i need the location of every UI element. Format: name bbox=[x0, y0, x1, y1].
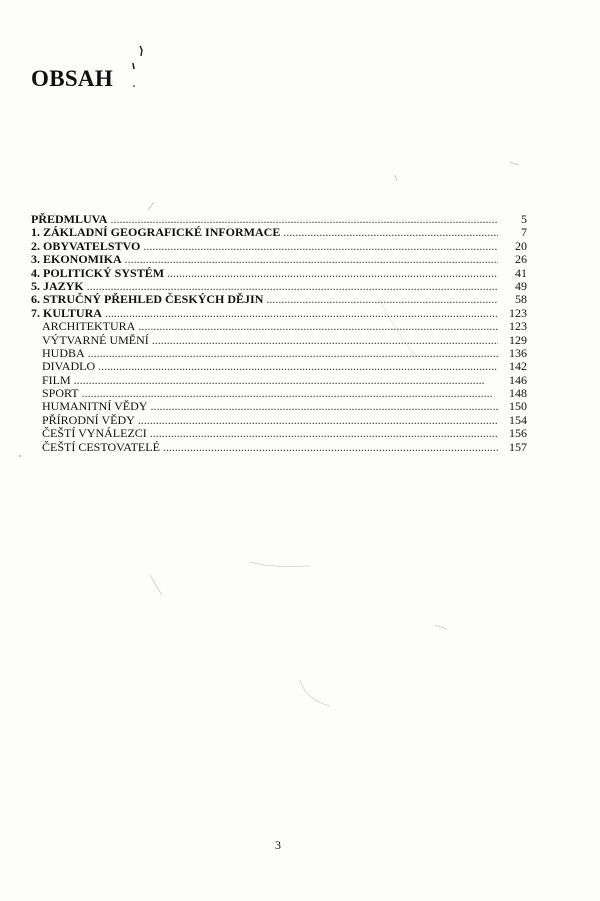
toc-subsection-row bbox=[31, 414, 527, 427]
toc-chapter-row bbox=[31, 253, 527, 266]
toc-subsection-row bbox=[31, 441, 527, 454]
toc-page-number: 58 bbox=[515, 292, 527, 307]
toc-entry-title: DIVADLO bbox=[42, 359, 96, 374]
toc-entry-title: HUMANITNÍ VĚDY bbox=[42, 399, 148, 414]
toc-chapter-row bbox=[31, 226, 527, 239]
toc-page-number: 26 bbox=[515, 252, 527, 267]
toc-page-number: 7 bbox=[521, 225, 527, 240]
toc-leader-dots bbox=[82, 387, 498, 400]
toc-subsection-row bbox=[31, 320, 527, 333]
toc-subsection-row bbox=[31, 400, 527, 413]
toc-chapter-row bbox=[31, 267, 527, 280]
toc-page-number: 129 bbox=[509, 332, 527, 347]
toc-chapter-row bbox=[31, 280, 527, 293]
toc-entry-title: SPORT bbox=[42, 386, 79, 401]
toc-page-number: 41 bbox=[515, 265, 527, 280]
toc-leader-dots bbox=[150, 427, 498, 440]
toc-page-number: 136 bbox=[509, 345, 527, 360]
page-title: OBSAH bbox=[31, 66, 114, 91]
toc-page-number: 123 bbox=[509, 319, 527, 334]
toc-leader-dots bbox=[105, 307, 498, 320]
toc-page-number: 123 bbox=[509, 305, 527, 320]
toc-subsection-row bbox=[31, 387, 527, 400]
toc-subsection-row bbox=[31, 360, 527, 373]
toc-entry-title: ČEŠTÍ CESTOVATELÉ bbox=[42, 439, 160, 454]
toc-entry-title: 2. OBYVATELSTVO bbox=[31, 238, 141, 253]
toc-entry-title: 4. POLITICKÝ SYSTÉM bbox=[31, 265, 165, 280]
toc-entry-title: 6. STRUČNÝ PŘEHLED ČESKÝCH DĚJIN bbox=[31, 292, 264, 307]
toc-page-number: 49 bbox=[515, 278, 527, 293]
page-number: 3 bbox=[275, 838, 281, 852]
toc-entry-title: FILM bbox=[42, 372, 71, 387]
toc-leader-dots bbox=[98, 360, 498, 373]
toc-leader-dots bbox=[266, 293, 498, 306]
toc-leader-dots bbox=[143, 240, 498, 253]
toc-entry-title: 7. KULTURA bbox=[31, 305, 102, 320]
toc-leader-dots bbox=[138, 414, 498, 427]
toc-leader-dots bbox=[152, 334, 498, 347]
toc-leader-dots bbox=[125, 253, 498, 266]
toc-subsection-row bbox=[31, 334, 527, 347]
toc-chapter-row bbox=[31, 293, 527, 306]
toc-page-number: 146 bbox=[509, 372, 527, 387]
toc-entry-title: HUDBA bbox=[42, 345, 85, 360]
toc-leader-dots bbox=[110, 213, 498, 226]
toc-entry-title: ARCHITEKTURA bbox=[42, 319, 136, 334]
toc-subsection-row bbox=[31, 427, 527, 440]
toc-leader-dots bbox=[163, 441, 498, 454]
toc-page-number: 154 bbox=[509, 412, 527, 427]
toc-chapter-row bbox=[31, 240, 527, 253]
toc-page-number: 150 bbox=[509, 399, 527, 414]
toc-leader-dots bbox=[150, 400, 498, 413]
toc-leader-dots bbox=[88, 347, 498, 360]
toc-leader-dots bbox=[74, 374, 498, 387]
toc-chapter-row bbox=[31, 307, 527, 320]
toc-entry-title: ČEŠTÍ VYNÁLEZCI bbox=[42, 426, 147, 441]
toc-entry-title: 3. EKONOMIKA bbox=[31, 252, 122, 267]
toc-page-number: 157 bbox=[509, 439, 527, 454]
toc-leader-dots bbox=[138, 320, 498, 333]
toc-subsection-row bbox=[31, 374, 527, 387]
toc-page-number: 20 bbox=[515, 238, 527, 253]
toc-entry-title: 5. JAZYK bbox=[31, 278, 84, 293]
table-of-contents bbox=[31, 213, 527, 454]
toc-page-number: 156 bbox=[509, 426, 527, 441]
toc-entry-title: VÝTVARNÉ UMĚNÍ bbox=[42, 332, 149, 347]
toc-entry-title: PŘÍRODNÍ VĚDY bbox=[42, 412, 135, 427]
toc-page-number: 5 bbox=[521, 212, 527, 226]
toc-leader-dots bbox=[87, 280, 498, 293]
toc-entry-title: 1. ZÁKLADNÍ GEOGRAFICKÉ INFORMACE bbox=[31, 225, 281, 240]
toc-leader-dots bbox=[283, 226, 498, 239]
toc-leader-dots bbox=[167, 267, 498, 280]
toc-entry-title: PŘEDMLUVA bbox=[31, 212, 108, 226]
toc-page-number: 148 bbox=[509, 386, 527, 401]
toc-subsection-row bbox=[31, 347, 527, 360]
toc-page-number: 142 bbox=[509, 359, 527, 374]
toc-chapter-row bbox=[31, 213, 527, 226]
